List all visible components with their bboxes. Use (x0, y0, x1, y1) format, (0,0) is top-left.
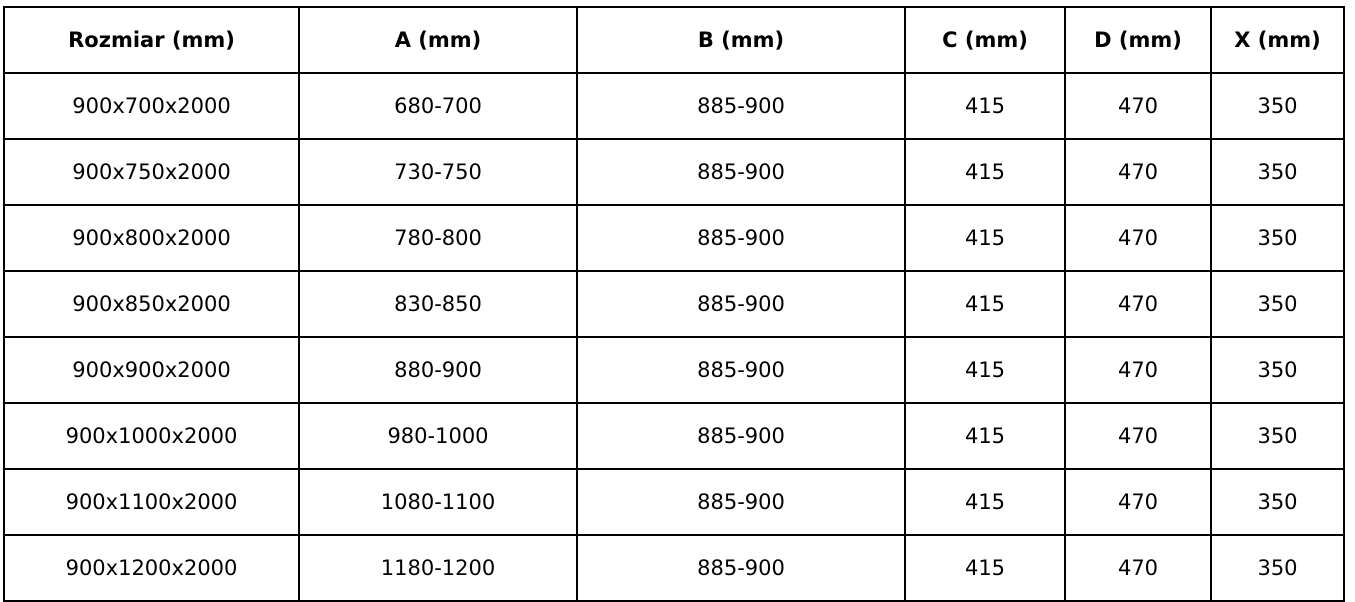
cell-x: 350 (1211, 73, 1344, 139)
cell-c: 415 (905, 205, 1065, 271)
cell-rozmiar: 900x800x2000 (4, 205, 299, 271)
cell-rozmiar: 900x1000x2000 (4, 403, 299, 469)
column-header-rozmiar: Rozmiar (mm) (4, 7, 299, 73)
cell-a: 680-700 (299, 73, 577, 139)
table-header (4, 7, 1344, 73)
cell-x: 350 (1211, 205, 1344, 271)
spec-table-container (0, 6, 1355, 599)
table-row (4, 403, 1344, 469)
cell-a: 1080-1100 (299, 469, 577, 535)
table-row (4, 139, 1344, 205)
cell-x: 350 (1211, 271, 1344, 337)
cell-d: 470 (1065, 73, 1211, 139)
cell-b: 885-900 (577, 535, 905, 601)
cell-a: 1180-1200 (299, 535, 577, 601)
cell-rozmiar: 900x850x2000 (4, 271, 299, 337)
table-row (4, 535, 1344, 601)
cell-x: 350 (1211, 403, 1344, 469)
cell-b: 885-900 (577, 73, 905, 139)
cell-b: 885-900 (577, 469, 905, 535)
column-header-c: C (mm) (905, 7, 1065, 73)
table-row (4, 271, 1344, 337)
cell-d: 470 (1065, 469, 1211, 535)
cell-d: 470 (1065, 271, 1211, 337)
table-row (4, 73, 1344, 139)
cell-b: 885-900 (577, 139, 905, 205)
cell-c: 415 (905, 535, 1065, 601)
cell-x: 350 (1211, 535, 1344, 601)
cell-b: 885-900 (577, 337, 905, 403)
cell-a: 980-1000 (299, 403, 577, 469)
cell-rozmiar: 900x1100x2000 (4, 469, 299, 535)
cell-b: 885-900 (577, 403, 905, 469)
cell-a: 780-800 (299, 205, 577, 271)
cell-c: 415 (905, 139, 1065, 205)
table-body (4, 73, 1344, 601)
dimensions-table (3, 6, 1345, 602)
cell-b: 885-900 (577, 271, 905, 337)
cell-d: 470 (1065, 337, 1211, 403)
table-row (4, 205, 1344, 271)
column-header-a: A (mm) (299, 7, 577, 73)
cell-b: 885-900 (577, 205, 905, 271)
cell-a: 730-750 (299, 139, 577, 205)
cell-d: 470 (1065, 139, 1211, 205)
cell-c: 415 (905, 469, 1065, 535)
cell-rozmiar: 900x900x2000 (4, 337, 299, 403)
cell-c: 415 (905, 403, 1065, 469)
cell-d: 470 (1065, 205, 1211, 271)
table-header-row (4, 7, 1344, 73)
cell-a: 880-900 (299, 337, 577, 403)
cell-d: 470 (1065, 535, 1211, 601)
column-header-x: X (mm) (1211, 7, 1344, 73)
cell-c: 415 (905, 337, 1065, 403)
cell-rozmiar: 900x750x2000 (4, 139, 299, 205)
cell-x: 350 (1211, 139, 1344, 205)
table-row (4, 337, 1344, 403)
cell-a: 830-850 (299, 271, 577, 337)
table-row (4, 469, 1344, 535)
column-header-b: B (mm) (577, 7, 905, 73)
cell-rozmiar: 900x1200x2000 (4, 535, 299, 601)
cell-c: 415 (905, 73, 1065, 139)
cell-rozmiar: 900x700x2000 (4, 73, 299, 139)
cell-d: 470 (1065, 403, 1211, 469)
cell-x: 350 (1211, 337, 1344, 403)
column-header-d: D (mm) (1065, 7, 1211, 73)
cell-c: 415 (905, 271, 1065, 337)
cell-x: 350 (1211, 469, 1344, 535)
